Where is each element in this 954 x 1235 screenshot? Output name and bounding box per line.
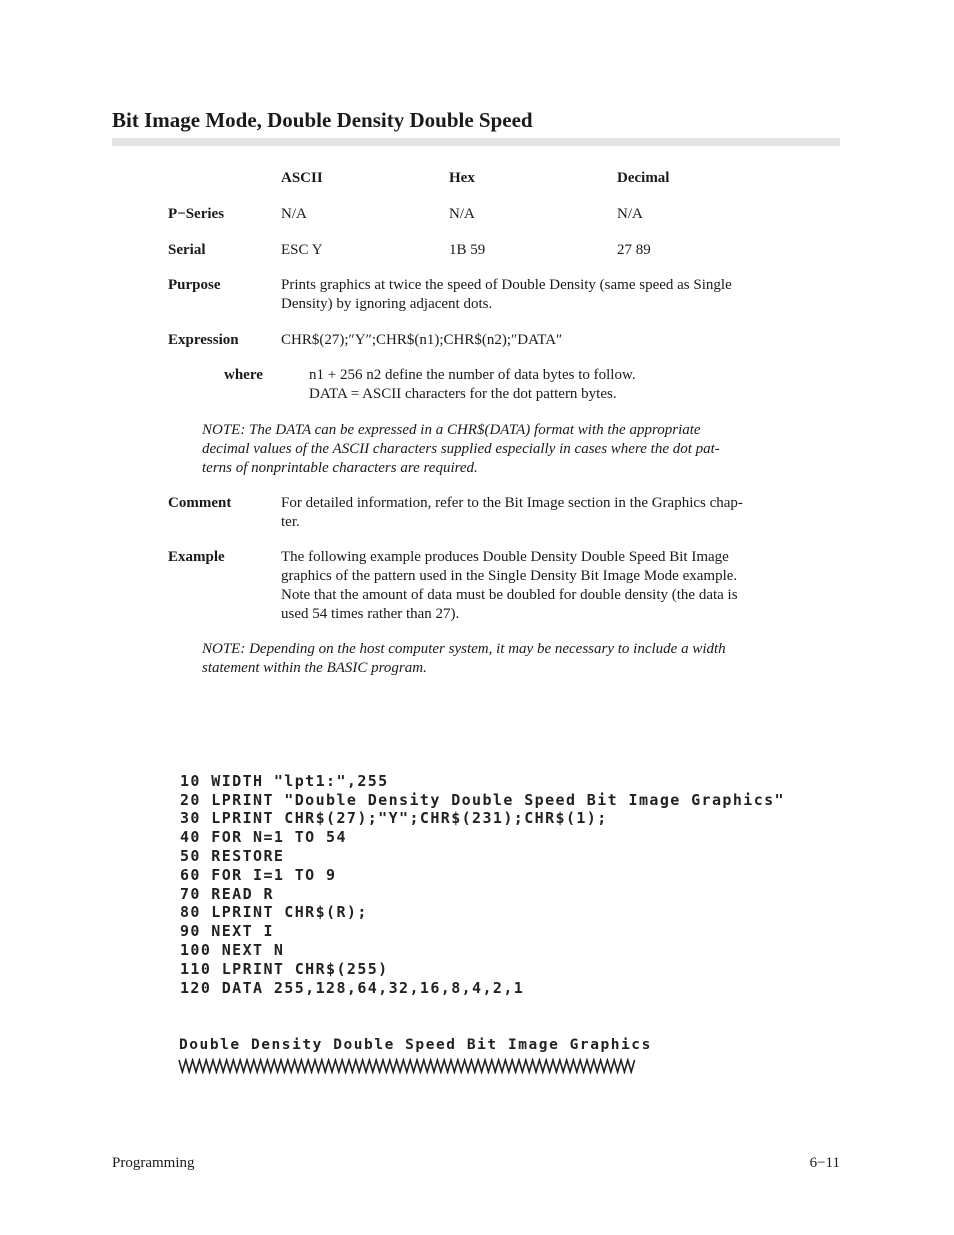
where-text: [309, 366, 636, 404]
where-label: where: [224, 367, 263, 383]
example-line: The following example produces Double Density Double Speed Bit Image: [281, 549, 729, 565]
comment-text: [281, 494, 743, 532]
bit-image-pattern: [178, 1058, 638, 1074]
row-label-p-series: P−Series: [168, 206, 225, 222]
example-line: Note that the amount of data must be doubled for double density (the data is: [281, 587, 738, 603]
header-decimal: Decimal: [617, 170, 670, 186]
serial-ascii: ESC Y: [281, 242, 323, 258]
comment-label: Comment: [168, 495, 232, 511]
note-line: terns of nonprintable characters are required.: [202, 460, 478, 476]
code-line: 90 NEXT I: [180, 922, 274, 941]
example-text: [281, 548, 738, 624]
page-number: 6−11: [809, 1155, 840, 1171]
note-line: decimal values of the ASCII characters supplied especially in cases where the dot pat-: [202, 441, 720, 457]
code-line: 60 FOR I=1 TO 9: [180, 865, 337, 884]
p-series-hex: N/A: [449, 206, 475, 222]
sample-output-text: Double Density Double Speed Bit Image Graphics: [179, 1037, 652, 1053]
p-series-ascii: N/A: [281, 206, 307, 222]
header-hex: Hex: [449, 170, 475, 186]
code-line: 120 DATA 255,128,64,32,16,8,4,2,1: [180, 978, 525, 997]
note-data-format: [202, 421, 720, 478]
basic-code-listing: [180, 753, 785, 1016]
code-line: 70 READ R: [180, 884, 274, 903]
note-line: NOTE: The DATA can be expressed in a CHR$(DATA) format with the appropriate: [202, 422, 701, 438]
purpose-line: Prints graphics at twice the speed of Double Density (same speed as Single: [281, 277, 732, 293]
note-width-statement: [202, 640, 726, 678]
purpose-label: Purpose: [168, 277, 221, 293]
expression-label: Expression: [168, 332, 239, 348]
code-line: 10 WIDTH "lpt1:",255: [180, 771, 389, 790]
p-series-decimal: N/A: [617, 206, 643, 222]
footer-section: Programming: [112, 1155, 195, 1171]
comment-line: ter.: [281, 514, 300, 530]
code-line: 100 NEXT N: [180, 940, 285, 959]
code-line: 50 RESTORE: [180, 846, 285, 865]
note-line: NOTE: Depending on the host computer system, it may be necessary to include a width: [202, 641, 726, 657]
example-line: used 54 times rather than 27).: [281, 606, 460, 622]
example-line: graphics of the pattern used in the Single Density Bit Image Mode example.: [281, 568, 738, 584]
purpose-text: [281, 276, 791, 314]
title-rule: [112, 138, 840, 146]
serial-hex: 1B 59: [449, 242, 486, 258]
code-line: 40 FOR N=1 TO 54: [180, 828, 347, 847]
expression-text: CHR$(27);″Y″;CHR$(n1);CHR$(n2);″DATA″: [281, 332, 563, 348]
code-line: 110 LPRINT CHR$(255): [180, 959, 389, 978]
serial-decimal: 27 89: [617, 242, 651, 258]
code-line: 20 LPRINT "Double Density Double Speed Bit Image Graphics": [180, 790, 785, 809]
page-title: Bit Image Mode, Double Density Double Speed: [112, 108, 533, 132]
code-line: 80 LPRINT CHR$(R);: [180, 903, 368, 922]
comment-line: For detailed information, refer to the Bit Image section in the Graphics chap-: [281, 495, 743, 511]
where-line: n1 + 256 n2 define the number of data bytes to follow.: [309, 367, 636, 383]
purpose-line: Density) by ignoring adjacent dots.: [281, 296, 493, 312]
code-line: 30 LPRINT CHR$(27);"Y";CHR$(231);CHR$(1);: [180, 809, 608, 828]
example-label: Example: [168, 549, 225, 565]
note-line: statement within the BASIC program.: [202, 660, 427, 676]
row-label-serial: Serial: [168, 242, 206, 258]
header-ascii: ASCII: [281, 170, 323, 186]
where-line: DATA = ASCII characters for the dot pattern bytes.: [309, 386, 617, 402]
